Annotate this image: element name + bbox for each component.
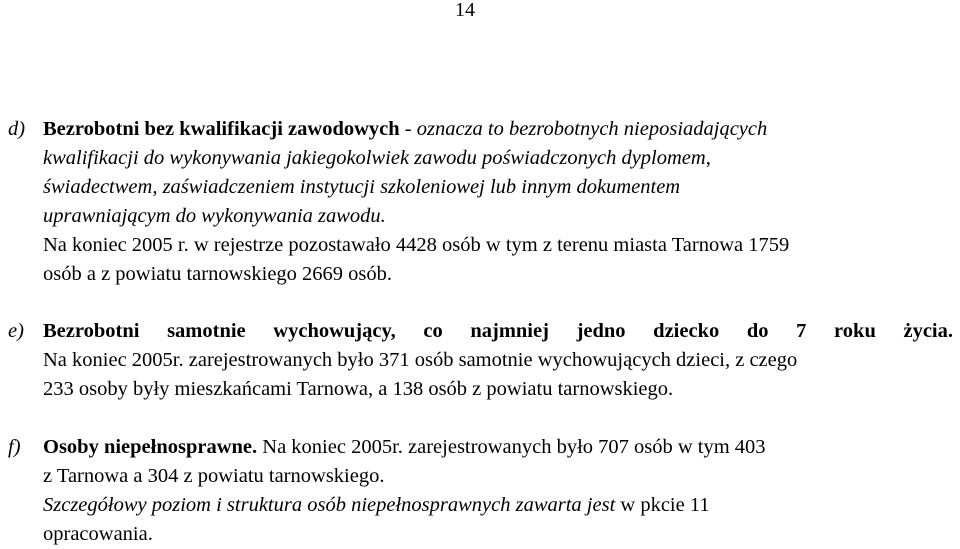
- page-number: 14: [455, 0, 475, 21]
- section-f-marker: f): [8, 436, 21, 458]
- section-d-definition-4: uprawniającym do wykonywania zawodu.: [43, 205, 386, 227]
- section-e-marker: e): [8, 320, 24, 342]
- section-f-note-line: [43, 493, 710, 517]
- section-d-text-2: osób a z powiatu tarnowskiego 2669 osób.: [43, 263, 393, 285]
- section-d-marker: d): [8, 118, 26, 140]
- section-f-line-1: [43, 435, 766, 459]
- section-f-note-2: opracowania.: [43, 523, 153, 545]
- section-e-title: Bezrobotni samotnie wychowujący, co najmniej jedno dziecko do 7 roku życia.: [43, 320, 953, 342]
- section-e-text-1: Na koniec 2005r. zarejestrowanych było 371 osób samotnie wychowujących dzieci, z czego: [43, 349, 798, 371]
- section-f-text-2: z Tarnowa a 304 z powiatu tarnowskiego.: [43, 465, 385, 487]
- section-d-line-1: [43, 117, 767, 141]
- section-d-title: Bezrobotni bez kwalifikacji zawodowych: [43, 118, 400, 140]
- section-f-title: Osoby niepełnosprawne.: [43, 436, 258, 458]
- section-f-text-1: Na koniec 2005r. zarejestrowanych było 707 osób w tym 403: [257, 436, 766, 458]
- section-f-note-normal: w pkcie 11: [615, 494, 710, 516]
- section-d-definition-3: świadectwem, zaświadczeniem instytucji szkoleniowej lub innym dokumentem: [43, 176, 681, 198]
- section-d-definition-2: kwalifikacji do wykonywania jakiegokolwiek zawodu poświadczonych dyplomem,: [43, 147, 711, 169]
- section-d-definition-1: - oznacza to bezrobotnych nieposiadających: [399, 118, 768, 140]
- section-e-text-2: 233 osoby były mieszkańcami Tarnowa, a 138 osób z powiatu tarnowskiego.: [43, 378, 674, 400]
- section-f-note-italic: Szczegółowy poziom i struktura osób niepełnosprawnych zawarta jest: [43, 494, 616, 516]
- section-d-text-1: Na koniec 2005 r. w rejestrze pozostawało 4428 osób w tym z terenu miasta Tarnowa 1759: [43, 234, 790, 256]
